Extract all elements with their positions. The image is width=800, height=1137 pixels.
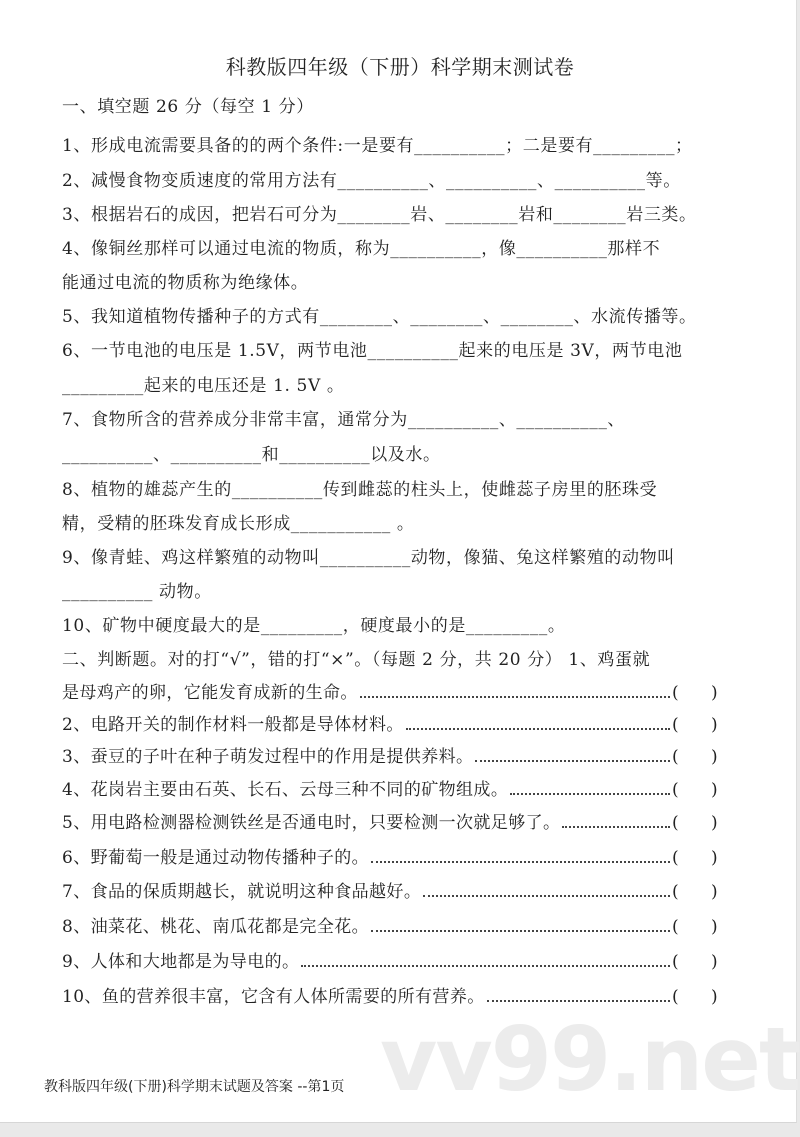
judgment-text: 7、食品的保质期越长，就说明这种食品越好。 [62, 882, 422, 902]
fill-line: 8、植物的雄蕊产生的__________传到雌蕊的柱头上，使雌蕊子房里的胚珠受 [62, 480, 658, 500]
fill-line: 6、一节电池的电压是 1.5V，两节电池__________起来的电压是 3V，两节电池 [62, 341, 683, 361]
judgment-item [62, 779, 718, 801]
dot-leader [406, 728, 670, 730]
judgment-text: 2、电路开关的制作材料一般都是导体材料。 [62, 715, 404, 735]
answer-paren[interactable]: ( ) [672, 683, 718, 703]
judgment-item [62, 881, 718, 903]
fill-line: 5、我知道植物传播种子的方式有________、________、________、水流传播等。 [62, 307, 697, 327]
judgment-item [62, 951, 718, 973]
answer-paren[interactable]: ( ) [672, 780, 718, 800]
answer-paren[interactable]: ( ) [672, 987, 718, 1007]
dot-leader [371, 930, 670, 932]
fill-line: _________起来的电压还是 1. 5V 。 [62, 376, 345, 396]
fill-line: __________、__________和__________以及水。 [62, 445, 441, 465]
judgment-text: 4、花岗岩主要由石英、长石、云母三种不同的矿物组成。 [62, 780, 509, 800]
dot-leader [301, 965, 670, 967]
section-2-heading: 二、判断题。对的打“√”，错的打“×”。（每题 2 分，共 20 分） 1、鸡蛋就 [62, 650, 651, 670]
judgment-text: 9、人体和大地都是为导电的。 [62, 952, 300, 972]
page-footer: 教科版四年级(下册)科学期末试题及答案 --第1页 [44, 1079, 345, 1095]
judgment-text: 是母鸡产的卵，它能发育成新的生命。 [62, 683, 358, 703]
section-1-heading: 一、填空题 26 分（每空 1 分） [62, 97, 314, 117]
fill-line: 2、减慢食物变质速度的常用方法有__________、__________、__________等。 [62, 171, 681, 191]
judgment-item [62, 714, 718, 736]
dot-leader [510, 793, 670, 795]
judgment-item [62, 746, 718, 768]
dot-leader [423, 895, 670, 897]
fill-line: 1、形成电流需要具备的的两个条件:一是要有__________；二是要有_________； [62, 136, 693, 156]
fill-line: 4、像铜丝那样可以通过电流的物质，称为__________，像__________那样不 [62, 239, 661, 259]
dot-leader [371, 861, 670, 863]
fill-line: __________ 动物。 [62, 582, 212, 602]
dot-leader [475, 760, 670, 762]
page-title: 科教版四年级（下册）科学期末测试卷 [225, 55, 575, 79]
fill-line: 3、根据岩石的成因，把岩石可分为________岩、________岩和________岩三类。 [62, 205, 697, 225]
judgment-item [62, 916, 718, 938]
dot-leader [487, 1000, 670, 1002]
fill-line: 精，受精的胚珠发育成长形成___________ 。 [62, 514, 415, 534]
fill-line: 10、矿物中硬度最大的是_________，硬度最小的是_________。 [62, 616, 566, 636]
watermark: vv99.net [380, 1008, 800, 1111]
judgment-item [62, 812, 718, 834]
answer-paren[interactable]: ( ) [672, 917, 718, 937]
fill-line: 9、像青蛙、鸡这样繁殖的动物叫__________动物，像猫、兔这样繁殖的动物叫 [62, 548, 675, 568]
judgment-item [62, 986, 718, 1008]
fill-line: 能通过电流的物质称为绝缘体。 [62, 273, 309, 293]
judgment-text: 5、用电路检测器检测铁丝是否通电时，只要检测一次就足够了。 [62, 813, 561, 833]
dot-leader [562, 826, 670, 828]
judgment-text: 6、野葡萄一般是通过动物传播种子的。 [62, 848, 370, 868]
fill-line: 7、食物所含的营养成分非常丰富，通常分为__________、__________、 [62, 410, 626, 430]
dot-leader [360, 696, 670, 698]
judgment-text: 8、油菜花、桃花、南瓜花都是完全花。 [62, 917, 370, 937]
answer-paren[interactable]: ( ) [672, 952, 718, 972]
answer-paren[interactable]: ( ) [672, 813, 718, 833]
judgment-item [62, 847, 718, 869]
judgment-text: 10、鱼的营养很丰富，它含有人体所需要的所有营养。 [62, 987, 485, 1007]
answer-paren[interactable]: ( ) [672, 715, 718, 735]
answer-paren[interactable]: ( ) [672, 747, 718, 767]
answer-paren[interactable]: ( ) [672, 848, 718, 868]
answer-paren[interactable]: ( ) [672, 882, 718, 902]
judgment-text: 3、蚕豆的子叶在种子萌发过程中的作用是提供养料。 [62, 747, 474, 767]
judgment-item [62, 682, 718, 704]
